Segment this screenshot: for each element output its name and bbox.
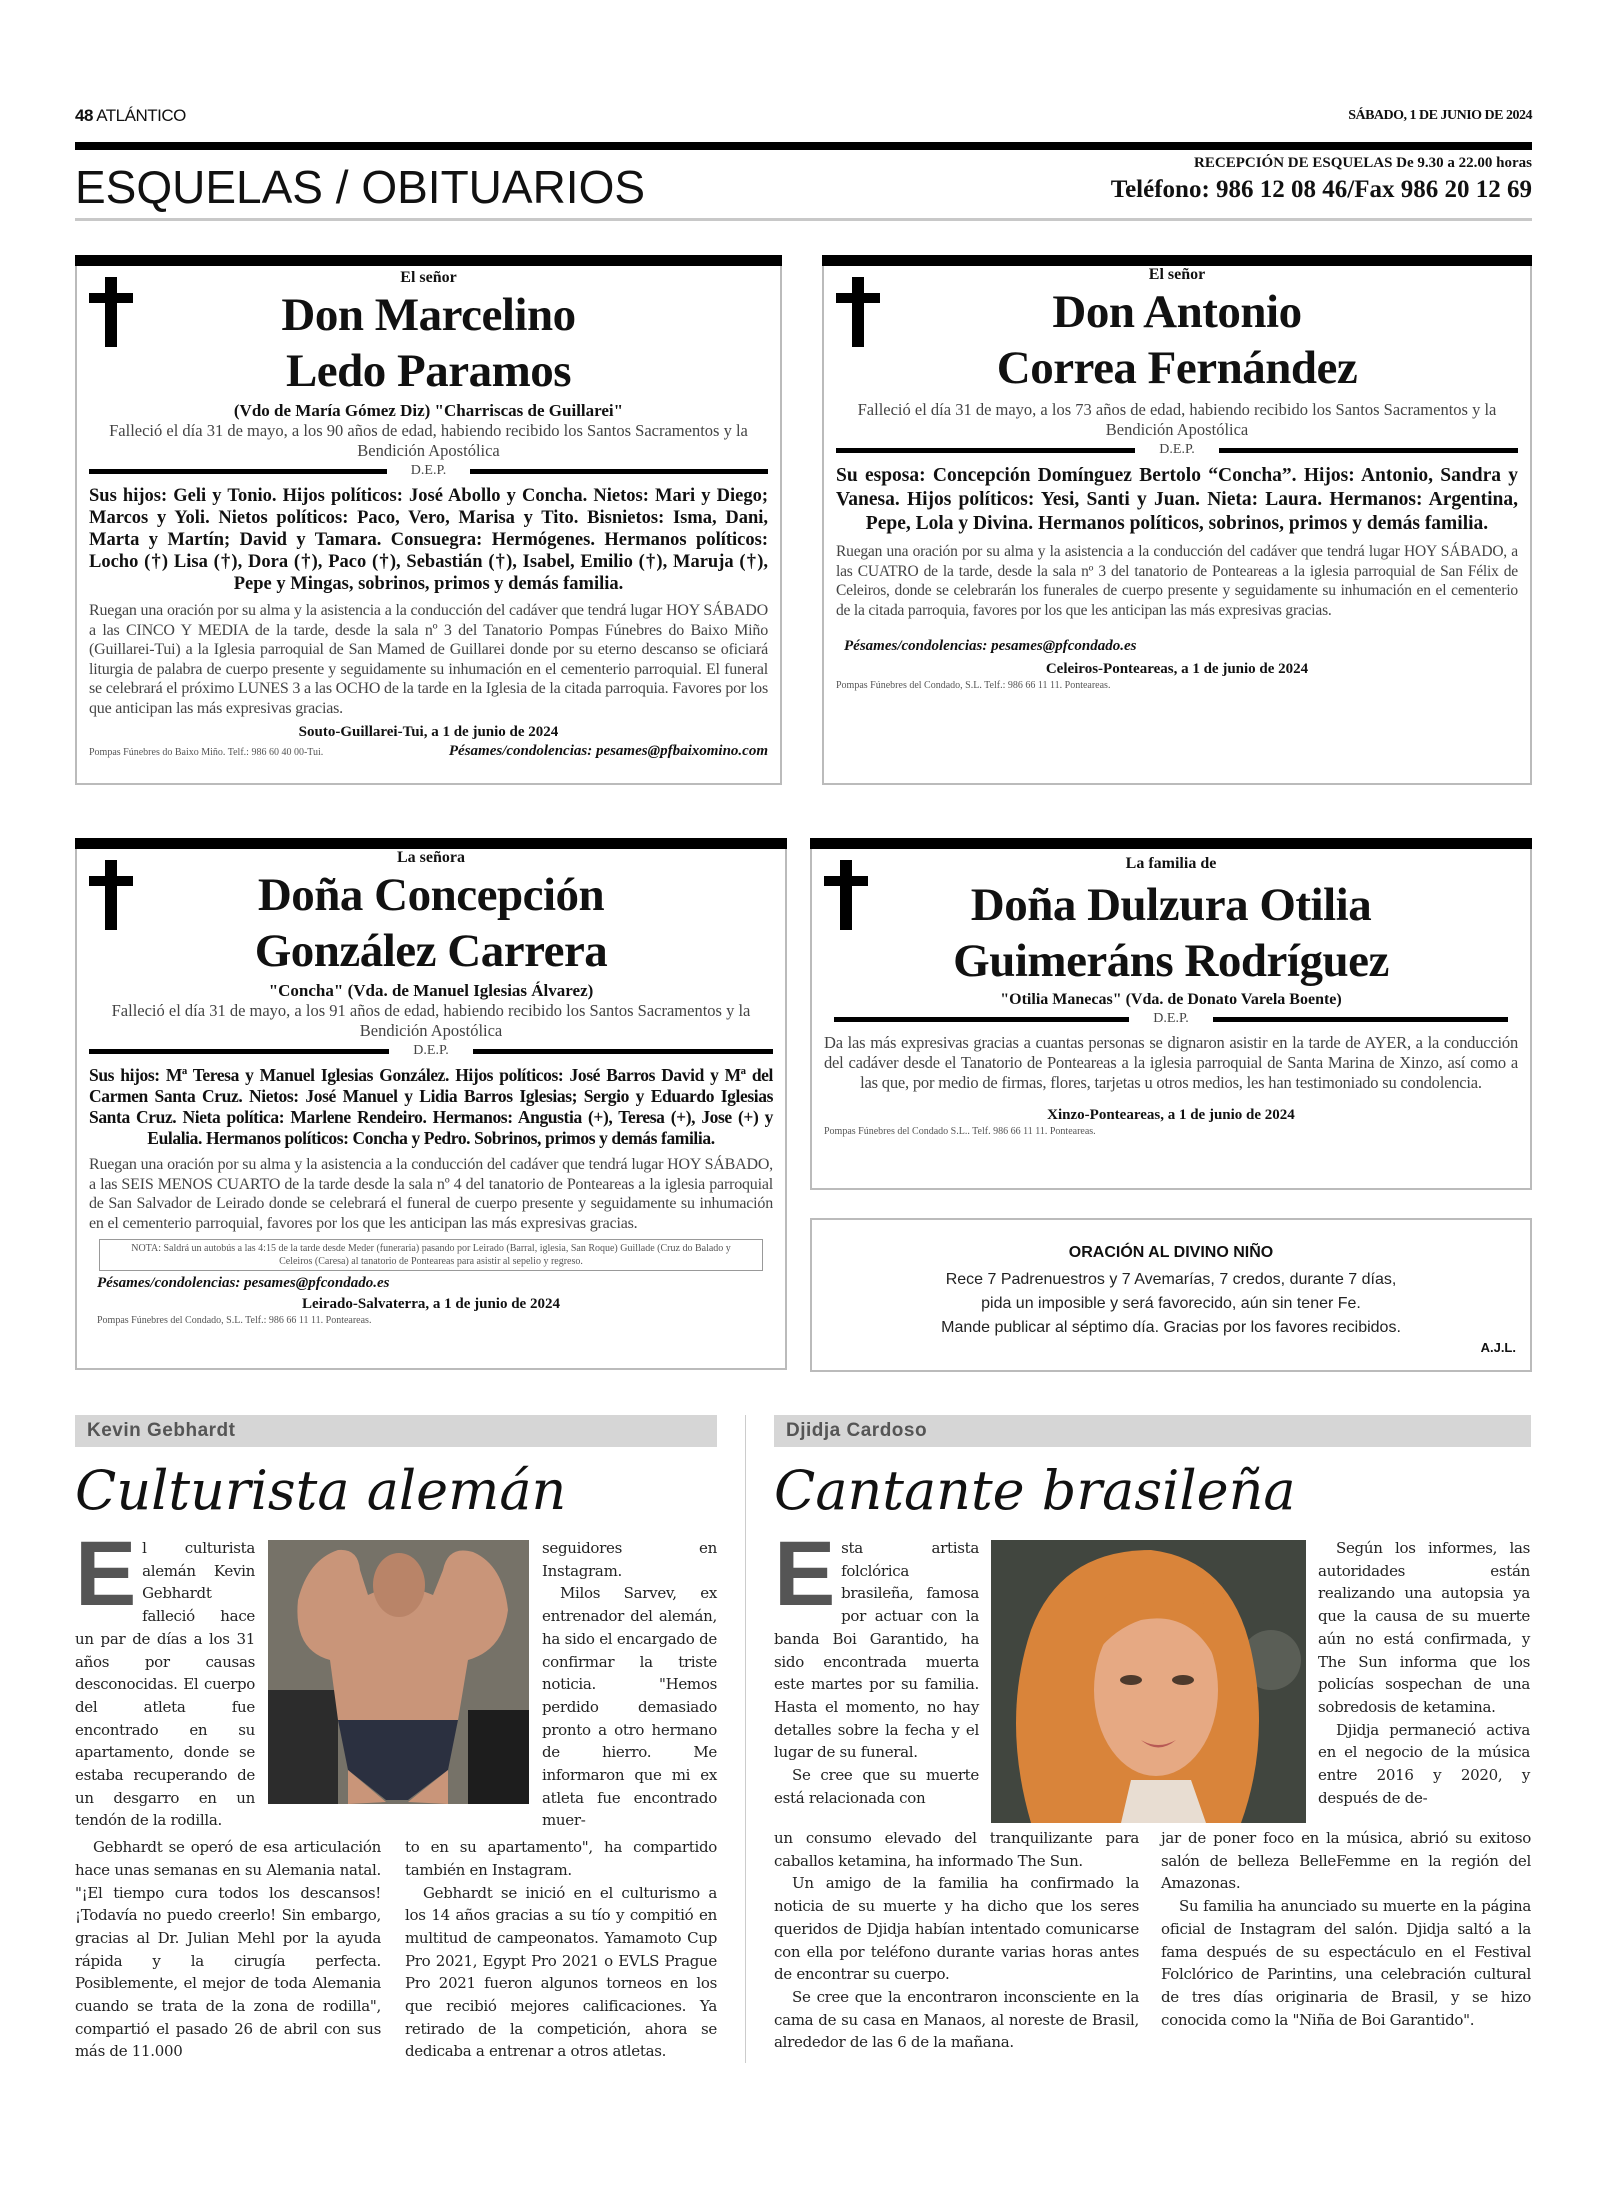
- cross-icon: [89, 860, 133, 930]
- condolences-email[interactable]: Pésames/condolencias: pesames@pfbaixomino.com: [448, 743, 768, 759]
- obituaries-row: [75, 255, 1532, 785]
- funeral-home: Pompas Fúnebres del Condado, S.L. Telf.: 986 66 11 11. Ponteareas.: [836, 680, 1111, 691]
- dep-divider: [836, 442, 1518, 458]
- article-paragraph: sta artista folclórica brasileña, famosa por actuar con la banda Boi Garantido, ha sido encontrada muerta este martes por su familia. Hasta el momento, no hay detalles sobre la fecha y el lugar de su funeral.: [774, 1539, 979, 1762]
- obituary-name: Ledo Paramos: [285, 345, 572, 397]
- article-column: [1318, 1537, 1530, 1809]
- article-paragraph: Djidja permaneció activa en el negocio de la música entre 2016 y 2020, y después de de-: [1318, 1720, 1530, 1807]
- obituary-intro: La familia de: [1125, 855, 1217, 872]
- obituary-top-bar: [810, 838, 1532, 849]
- article-column: [1161, 1827, 1531, 2031]
- article-paragraph: Milos Sarvev, ex entrenador del alemán, ha sido el encargado de confirmar la triste noticia. "Hemos perdido demasiado pronto a otro hermano de hierro. Me informaron que mi ex atleta fue encontrado muer-: [542, 1584, 717, 1830]
- obituary-family: Sus hijos: Geli y Tonio. Hijos políticos: José Abollo y Concha. Nietos: Mari y Diego; Marcos y Yoli. Nietos políticos: Paco, Vero, Marisa y Tito. Bisnietos: Isma, Dani, Marta y Martín; David y Tamara. Consuegra: Hermógenes. Hermanos políticos: Locho (†) Lisa (†), Dora (†), Paco (†), Sebastián (†), Isabel, Emilio (†), Maruja (†), Pepe y Mingas, sobrinos, primos y demás familia.: [89, 486, 768, 594]
- prayer-title: ORACIÓN AL DIVINO NIÑO: [1068, 1244, 1274, 1261]
- drop-cap: E: [75, 1523, 137, 1625]
- article-paragraph: Según los informes, las autoridades están realizando una autopsia ya que la causa de su muerte aún no está confirmada, y The Sun informa que los policías sospechan de una sobredosis de ketamina.: [1318, 1539, 1530, 1716]
- funeral-home: Pompas Fúnebres do Baixo Miño. Telf.: 986 60 40 00-Tui.: [89, 747, 324, 758]
- cross-icon: [89, 277, 133, 347]
- article-paragraph: seguidores en Instagram.: [542, 1539, 717, 1580]
- prayer-line: pida un imposible y será favorecido, aún sin tener Fe.: [981, 1295, 1361, 1312]
- singer-portrait: [991, 1540, 1306, 1823]
- column-divider: [745, 1415, 746, 2063]
- obituary-name: Don Marcelino: [281, 289, 576, 341]
- obituary-thanks: Da las más expresivas gracias a cuantas personas se dignaron asistir en la tarde de AYER, a la conducción del cadáver desde el Tanatorio de Ponteareas a la iglesia parroquial de Santa Marina de Xinzo, así como a las que, por medio de firmas, flores, tarjetas u otros medios, les han testimoniado su condolencia.: [824, 1033, 1518, 1092]
- article-paragraph: l culturista alemán Kevin Gebhardt falleció hace un par de días a los 31 años por causas desconocidas. El cuerpo del atleta fue encontrado en su apartamento, donde se estaba recuperando de un desgarro en un tendón de la rodilla.: [75, 1539, 255, 1830]
- funeral-home: Pompas Fúnebres del Condado, S.L. Telf.: 986 66 11 11. Ponteareas.: [97, 1315, 372, 1326]
- article-paragraph: Se cree que su muerte está relacionada con: [774, 1766, 979, 1807]
- funeral-home: Pompas Fúnebres del Condado S.L.. Telf. 986 66 11 11. Ponteareas.: [824, 1126, 1096, 1137]
- article-paragraph: Se cree que la encontraron inconsciente en la cama de su casa en Manaos, al noreste de Brasil, alrededor de las 6 de la mañana.: [774, 1987, 1139, 2052]
- article-paragraph: Un amigo de la familia ha confirmado la noticia de su muerte y ha dicho que los seres queridos de Djidja habían intentado comunicarse con ella por teléfono durante varias horas antes de encontrar su cuerpo.: [774, 1874, 1139, 1984]
- article-label-djidja: Djidja Cardoso: [774, 1415, 1531, 1447]
- article-label-kevin: Kevin Gebhardt: [75, 1415, 717, 1447]
- drop-cap: E: [774, 1523, 836, 1625]
- section-title: ESQUELAS / OBITUARIOS: [75, 161, 646, 213]
- obituary-intro: El señor: [1148, 266, 1206, 283]
- obituary-request: Ruegan una oración por su alma y la asistencia a la conducción del cadáver que tendrá lugar HOY SÁBADO, a las CUATRO de la tarde, desde la sala nº 3 del tanatorio de Ponteareas a la iglesia parroquial de San Félix de Celeiros, donde se celebrarán los funerales de cuerpo presente y seguidamente su inhumación en el cementerio de la citada parroquia, favores por los que les anticipan las más expresivas gracias.: [836, 543, 1518, 619]
- obituary-request: Ruegan una oración por su alma y la asistencia a la conducción del cadáver que tendrá lugar HOY SÁBADO, a las SEIS MENOS CUARTO de la tarde desde la sala nº 4 del tanatorio de Ponteareas a la iglesia parroquial de San Salvador de Leirado donde se celebrará el funeral de cuerpo presente y seguidamente su inhumación en el cementerio parroquial, favores por los que les anticipan las más expresivas gracias.: [89, 1156, 773, 1232]
- obituary-family: Sus hijos: Mª Teresa y Manuel Iglesias González. Hijos políticos: José Barros David y Mª del Carmen Santa Cruz. Nietos: José Manuel y Lidia Barros Iglesias; Sergio y Eduardo Iglesias Santa Cruz. Nieta política: Marlene Rendeiro. Hermanos: Angustia (+), Teresa (+), Jose (+) y Eulalia. Hermanos políticos: Concha y Pedro. Sobrinos, primos y demás familia.: [89, 1065, 773, 1148]
- obituary-top-bar: [822, 255, 1532, 266]
- article-headline: Cantante brasileña: [774, 1459, 1296, 1522]
- obituary-subtitle: (Vdo de María Gómez Diz) "Charriscas de Guillarei": [233, 401, 624, 420]
- dep-divider: [834, 1011, 1508, 1027]
- obituary-top-bar: [75, 838, 787, 849]
- article-paragraph: Su familia ha anunciado su muerte en la página oficial de Instagram del salón. Djidja saltó a la fama después de su espectáculo en el Festival Folclórico de Parintins, una celebración cultural de tres días originaria de Brasil, y se hizo conocida como la "Niña de Boi Garantido".: [1161, 1897, 1531, 2029]
- reception-hours: RECEPCIÓN DE ESQUELAS De 9.30 a 22.00 horas: [1194, 155, 1532, 171]
- obituary-dulzura-guimerans: [810, 838, 1532, 1190]
- obituary-subtitle: "Concha" (Vda. de Manuel Iglesias Álvarez): [268, 981, 594, 1000]
- obituary-place-date: Xinzo-Ponteareas, a 1 de junio de 2024: [1047, 1107, 1295, 1123]
- condolences-email[interactable]: Pésames/condolencias: pesames@pfcondado.es: [97, 1275, 390, 1291]
- article-column: [774, 1523, 979, 1809]
- header-rule: [75, 142, 1532, 150]
- article-paragraph: Gebhardt se inició en el culturismo a los 14 años gracias a su tío y compitió en multitud de campeonatos. Yamamoto Cup Pro 2021, Egypt Pro 2021 o EVLS Prague Pro 2021 fueron algunos torneos en los que recibió mejores calificaciones. Ya retirado de la competición, ahora se dedicaba a entrenar a otros atletas.: [405, 1883, 717, 2061]
- obituaries-row: [75, 838, 1532, 1372]
- obituary-place-date: Celeiros-Ponteareas, a 1 de junio de 2024: [1045, 661, 1309, 677]
- cross-icon: [824, 860, 868, 930]
- contact-phone: Teléfono: 986 12 08 46/Fax 986 20 12 69: [1110, 176, 1532, 203]
- section-rule: [75, 218, 1532, 221]
- publication-name: ATLÁNTICO: [96, 106, 186, 125]
- cross-icon: [836, 277, 880, 347]
- condolences-email[interactable]: Pésames/condolencias: pesames@pfcondado.es: [844, 638, 1137, 654]
- obituary-name: Don Antonio: [1052, 286, 1302, 338]
- news-section: [75, 1415, 1532, 2063]
- issue-date: SÁBADO, 1 DE JUNIO DE 2024: [1348, 108, 1532, 123]
- prayer-line: Rece 7 Padrenuestros y 7 Avemarías, 7 credos, durante 7 días,: [945, 1271, 1397, 1288]
- dep-divider: [89, 1043, 773, 1059]
- article-column: [75, 1836, 381, 2063]
- article-column: [774, 1827, 1139, 2054]
- page-number-value: 48: [75, 106, 93, 125]
- article-paragraph: Gebhardt se operó de esa articulación hace unas semanas en su Alemania natal. "¡El tiempo cura todos los descansos! ¡Todavía no puedo creerlo! Sin embargo, gracias al Dr. Julian Mehl por la ayuda rápida y la cirugía perfecta. Posiblemente, el mejor de toda Alemania cuando se trata de la zona de rodilla", compartió el pasado 26 de abril con sus más de 11.000: [75, 1838, 381, 2061]
- obituary-concepcion-gonzalez: [75, 838, 787, 1370]
- prayer-notice: [810, 1218, 1532, 1372]
- obituary-name: Doña Concepción: [257, 869, 605, 921]
- prayer-line: Mande publicar al séptimo día. Gracias por los favores recibidos.: [941, 1319, 1401, 1336]
- page-content: [75, 255, 1532, 2103]
- prayer-signature: A.J.L.: [1480, 1340, 1516, 1355]
- article-djidja-cardoso: [774, 1415, 1531, 2063]
- article-paragraph: jar de poner foco en la música, abrió su exitoso salón de belleza BelleFemme en la región del Amazonas.: [1161, 1829, 1531, 1893]
- article-column: [405, 1836, 717, 2063]
- obituary-place-date: Leirado-Salvaterra, a 1 de junio de 2024: [302, 1296, 560, 1312]
- article-column: [542, 1537, 717, 1832]
- dep-divider: [89, 463, 768, 479]
- right-notices: [810, 838, 1532, 1372]
- obituary-name: Guimeráns Rodríguez: [953, 935, 1389, 987]
- obituary-name: Correa Fernández: [996, 342, 1358, 394]
- obituary-subtitle: "Otilia Manecas" (Vda. de Donato Varela Boente): [1000, 991, 1342, 1008]
- dep-text: D.E.P.: [1159, 442, 1195, 457]
- dep-text: D.E.P.: [1153, 1011, 1189, 1026]
- bodybuilder-photo: [268, 1540, 529, 1804]
- obituary-antonio-correa: [822, 255, 1532, 785]
- singer-photo: [991, 1540, 1306, 1823]
- obituary-top-bar: [75, 255, 782, 266]
- obituary-place-date: Souto-Guillarei-Tui, a 1 de junio de 2024: [298, 724, 559, 740]
- article-column: [75, 1523, 255, 1832]
- article-paragraph: un consumo elevado del tranquilizante para caballos ketamina, ha informado The Sun.: [774, 1829, 1139, 1870]
- page-number: [75, 106, 186, 126]
- obituary-family: Su esposa: Concepción Domínguez Bertolo “Concha”. Hijos: Antonio, Sandra y Vanesa. Hijos políticos: Yesi, Santi y Juan. Nieta: Laura. Hermanos: Argentina, Pepe, Lola y Divina. Hermanos políticos, sobrinos, primos y demás familia.: [836, 465, 1518, 534]
- dep-text: D.E.P.: [410, 463, 447, 478]
- obituary-death-notice: Falleció el día 31 de mayo, a los 91 años de edad, habiendo recibido los Santos Sacramentos y la Bendición Apostólica: [111, 1001, 751, 1040]
- obituary-request: Ruegan una oración por su alma y la asistencia a la conducción del cadáver que tendrá lugar HOY SÁBADO a las CINCO Y MEDIA de la tarde, desde la sala nº 3 del Tanatorio Pompas Fúnebres do Baixo Miño (Guillarei-Tui) a la Iglesia parroquial de San Mamed de Guillarei donde por su eterno descanso se oficiará liturgia de palabra de cuerpo presente y seguidamente su inhumación en el cementerio parroquial. El funeral se celebrará el próximo LUNES 3 a las OCHO de la tarde en la Iglesia de la citada parroquia. Favores por los que anticipan las más expresivas gracias.: [89, 602, 768, 717]
- article-kevin-gebhardt: [75, 1415, 717, 2063]
- obituary-intro: La señora: [397, 849, 465, 866]
- obituary-death-notice: Falleció el día 31 de mayo, a los 90 años de edad, habiendo recibido los Santos Sacramentos y la Bendición Apostólica: [109, 421, 748, 460]
- article-paragraph: to en su apartamento", ha compartido también en Instagram.: [405, 1838, 717, 1879]
- obituary-death-notice: Falleció el día 31 de mayo, a los 73 años de edad, habiendo recibido los Santos Sacramentos y la Bendición Apostólica: [857, 400, 1497, 439]
- article-headline: Culturista alemán: [75, 1459, 567, 1522]
- obituary-name: Doña Dulzura Otilia: [970, 879, 1372, 931]
- dep-text: D.E.P.: [413, 1043, 449, 1058]
- obituary-marcelino-ledo: [75, 255, 782, 785]
- obituary-name: González Carrera: [254, 925, 608, 977]
- bus-note: NOTA: Saldrá un autobús a las 4:15 de la tarde desde Meder (funeraria) pasando por Leirado (Barral, iglesia, San Roque) Guillade (Cruz do Balado y Celeiros (Caresa) al tanatorio de Ponteareas para asistir al sepelio y regreso.: [99, 1239, 763, 1271]
- obituary-intro: El señor: [400, 269, 457, 286]
- bodybuilder-figure: [268, 1540, 529, 1804]
